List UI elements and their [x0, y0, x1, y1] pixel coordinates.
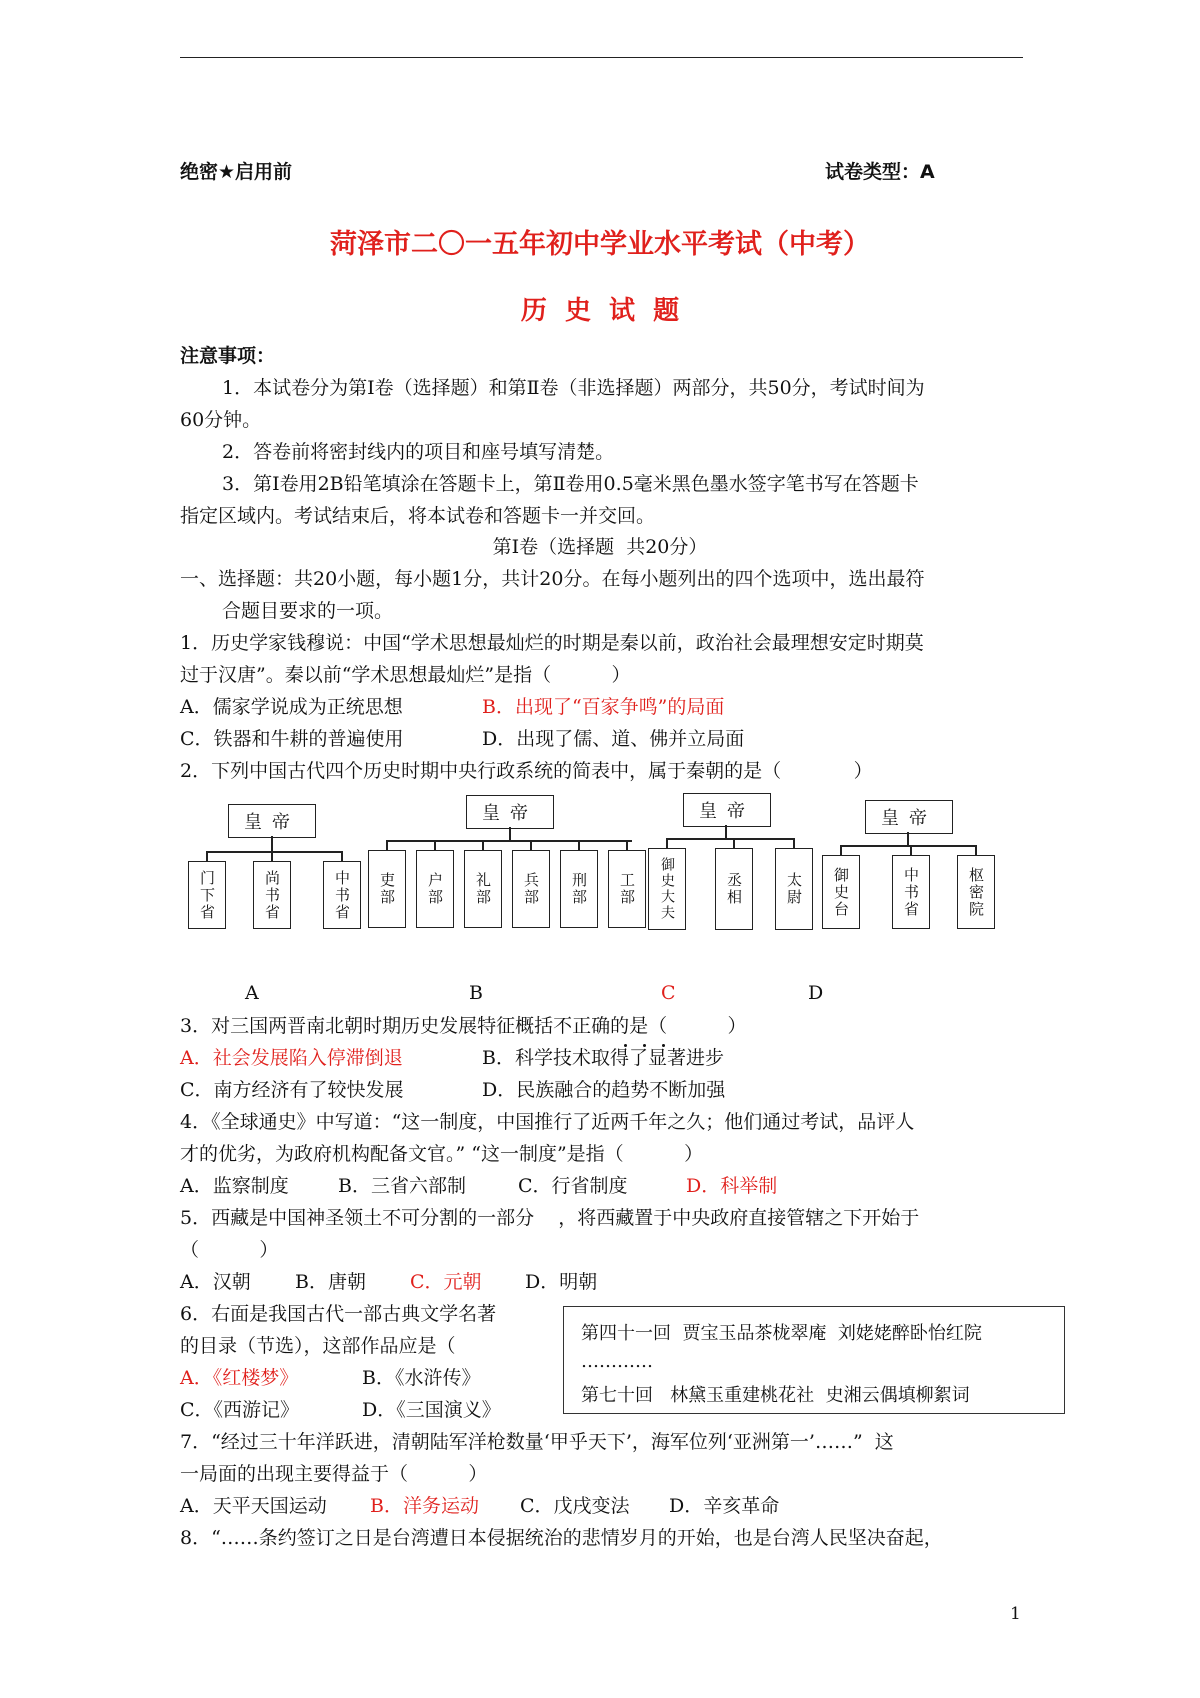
note-3-line-a: 3．第Ⅰ卷用2B铅笔填涂在答题卡上，第Ⅱ卷用0.5毫米黑色墨水签字笔书写在答题卡 [222, 473, 919, 495]
diagram-a-box-3: 中书省 [323, 861, 361, 929]
diagram-c-box-2: 丞相 [715, 848, 753, 930]
q7-stem-line-b: 一局面的出现主要得益于（ ） [180, 1463, 488, 1485]
diagram-d-drop [975, 845, 977, 855]
toc-ellipsis: ………… [581, 1351, 653, 1372]
q1-option-a: A．儒家学说成为正统思想 [180, 696, 403, 718]
q3-option-d: D．民族融合的趋势不断加强 [482, 1079, 726, 1101]
section-intro-line-a: 一、选择题：共20小题，每小题1分，共计20分。在每小题列出的四个选项中，选出最符 [180, 568, 925, 590]
diagram-b-drop [482, 840, 484, 850]
diagram-b-drop [626, 840, 628, 850]
q3-option-a-answer: A．社会发展陷入停滞倒退 [180, 1047, 403, 1069]
page-number: 1 [1010, 1604, 1021, 1624]
diagram-c-box-3: 太尉 [775, 848, 813, 930]
diagram-d-box-1: 御史台 [822, 855, 860, 929]
section-intro-line-b: 合题目要求的一项。 [222, 600, 394, 622]
diagram-c-drop [666, 838, 668, 848]
q8-stem-line-a: 8．“……条约签订之日是台湾遭日本侵据统治的悲情岁月的开始，也是台湾人民坚决奋起， [180, 1527, 943, 1549]
q2-label-a: A [245, 982, 259, 1004]
note-2: 2．答卷前将密封线内的项目和座号填写清楚。 [222, 441, 615, 463]
note-1-line-b: 60分钟。 [180, 409, 262, 431]
q5-option-b: B．唐朝 [295, 1271, 366, 1293]
q4-stem-line-a: 4．《全球通史》中写道：“这一制度，中国推行了近两千年之久；他们通过考试，品评人 [180, 1111, 915, 1133]
exam-subtitle: 历 史 试 题 [520, 296, 680, 326]
diagram-b-drop [386, 840, 388, 850]
q1-option-c: C．铁器和牛耕的普遍使用 [180, 728, 404, 750]
q1-option-b-answer: B．出现了“百家争鸣”的局面 [482, 696, 725, 718]
q6-option-d: D．《三国演义》 [362, 1399, 501, 1421]
diagram-b-drop [578, 840, 580, 850]
diagram-b-drop [530, 840, 532, 850]
q2-label-c-answer: C [661, 982, 676, 1004]
q1-stem-line-b: 过于汉唐”。秦以前“学术思想最灿烂”是指（ ） [180, 664, 631, 686]
diagram-d-emperor: 皇帝 [865, 800, 953, 834]
diagram-a-drop [271, 851, 273, 861]
diagram-a-box-1: 门下省 [188, 861, 226, 929]
diagram-c-drop [733, 838, 735, 848]
diagram-d-box-3: 枢密院 [957, 855, 995, 929]
notes-heading: 注意事项： [180, 345, 276, 367]
confidential-label: 绝密★启用前 [180, 161, 293, 183]
diagram-b-emperor: 皇帝 [466, 795, 554, 829]
diagram-d-drop [910, 845, 912, 855]
q7-option-d: D．辛亥革命 [669, 1495, 780, 1517]
q7-option-a: A．天平天国运动 [180, 1495, 327, 1517]
diagram-c-bar [666, 838, 794, 840]
q5-stem-line-b: （ ） [180, 1239, 279, 1261]
diagram-b-connector [509, 827, 511, 840]
q5-option-c-answer: C．元朝 [410, 1271, 482, 1293]
exam-title: 菏泽市二〇一五年初中学业水平考试（中考） [330, 229, 870, 260]
q4-option-d-answer: D．科举制 [686, 1175, 778, 1197]
q4-option-b: B．三省六部制 [338, 1175, 466, 1197]
diagram-d-box-2: 中书省 [892, 855, 930, 929]
header-rule [180, 57, 1023, 58]
diagram-a-drop [341, 851, 343, 861]
diagram-b-box-6: 工部 [608, 850, 646, 928]
diagram-c-drop [793, 838, 795, 848]
q6-option-a-answer: A．《红楼梦》 [180, 1367, 299, 1389]
section-title: 第Ⅰ卷（选择题 共20分） [492, 536, 708, 558]
q5-option-a: A．汉朝 [180, 1271, 251, 1293]
novel-table-of-contents [563, 1306, 1065, 1414]
diagram-d-connector [907, 832, 909, 845]
q3-option-c: C．南方经济有了较快发展 [180, 1079, 404, 1101]
note-1-line-a: 1．本试卷分为第Ⅰ卷（选择题）和第Ⅱ卷（非选择题）两部分，共50分，考试时间为 [222, 377, 925, 399]
q2-stem: 2．下列中国古代四个历史时期中央行政系统的简表中，属于秦朝的是（ ） [180, 760, 873, 782]
q4-option-c: C．行省制度 [518, 1175, 628, 1197]
q7-option-b-answer: B．洋务运动 [370, 1495, 479, 1517]
diagram-c-connector [725, 825, 727, 838]
diagram-b-box-3: 礼部 [464, 850, 502, 928]
q6-option-c: C．《西游记》 [180, 1399, 300, 1421]
diagram-c-box-1: 御史大夫 [648, 848, 686, 930]
diagram-a-bar [206, 851, 342, 853]
q4-option-a: A．监察制度 [180, 1175, 289, 1197]
diagram-a-emperor: 皇帝 [228, 804, 316, 838]
q1-stem-line-a: 1．历史学家钱穆说：中国“学术思想最灿烂的时期是秦以前，政治社会最理想安定时期莫 [180, 632, 924, 654]
q7-stem-line-a: 7．“经过三十年洋跃进，清朝陆军洋枪数量‘甲乎天下’，海军位列‘亚洲第一’……” 这 [180, 1431, 894, 1453]
q5-stem-line-a: 5．西藏是中国神圣领土不可分割的一部分 ，将西藏置于中央政府直接管辖之下开始于 [180, 1207, 920, 1229]
diagram-b-drop [434, 840, 436, 850]
q4-stem-line-b: 才的优劣，为政府机构配备文官。” “这一制度”是指（ ） [180, 1143, 704, 1165]
q3-stem: 3．对三国两晋南北朝时期历史发展特征概括不正确的是（ ） [180, 1015, 747, 1037]
toc-chapter-41: 第四十一回 贾宝玉品茶栊翠庵 刘姥姥醉卧怡红院 [581, 1323, 982, 1344]
q6-option-b: B．《水浒传》 [362, 1367, 481, 1389]
q2-label-b: B [469, 982, 483, 1004]
diagram-b-bar [386, 840, 632, 842]
q6-stem-line-a: 6．右面是我国古代一部古典文学名著 [180, 1303, 497, 1325]
diagram-a-box-2: 尚书省 [253, 861, 291, 929]
q3-option-b: B．科学技术取得了显著进步 [482, 1047, 724, 1069]
q6-stem-line-b: 的目录（节选），这部作品应是（ [180, 1335, 456, 1357]
diagram-a-drop [206, 851, 208, 861]
diagram-a-connector [271, 836, 273, 851]
q7-option-c: C．戊戌变法 [520, 1495, 630, 1517]
diagram-d-bar [840, 845, 976, 847]
diagram-c-emperor: 皇帝 [683, 793, 771, 827]
paper-type-label: 试卷类型：A [825, 161, 935, 183]
diagram-d-drop [840, 845, 842, 855]
diagram-b-box-1: 吏部 [368, 850, 406, 928]
q2-label-d: D [808, 982, 824, 1004]
diagram-b-box-5: 刑部 [560, 850, 598, 928]
q1-option-d: D．出现了儒、道、佛并立局面 [482, 728, 745, 750]
note-3-line-b: 指定区域内。考试结束后，将本试卷和答题卡一并交回。 [180, 505, 656, 527]
q5-option-d: D．明朝 [525, 1271, 598, 1293]
diagram-b-box-2: 户部 [416, 850, 454, 928]
diagram-b-box-4: 兵部 [512, 850, 550, 928]
toc-chapter-70: 第七十回 林黛玉重建桃花社 史湘云偶填柳絮词 [581, 1385, 970, 1406]
